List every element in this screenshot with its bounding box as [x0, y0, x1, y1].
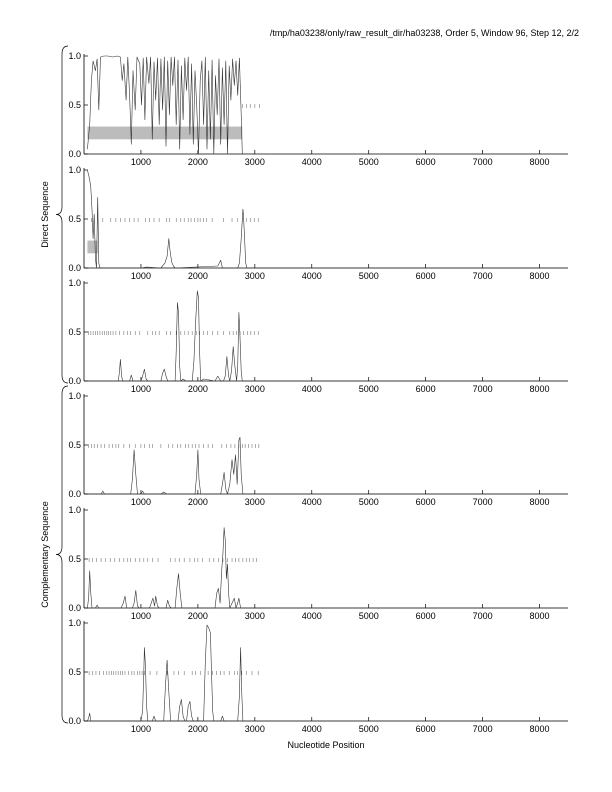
- chart-panels: [68, 51, 568, 734]
- panel-1: [68, 51, 568, 167]
- x-tick-label: 7000: [472, 157, 493, 167]
- series-line: [87, 291, 568, 381]
- x-tick-label: 7000: [472, 497, 493, 507]
- x-tick-label: 4000: [301, 724, 322, 734]
- y-tick-label: 0.5: [68, 667, 81, 677]
- x-tick-label: 6000: [415, 384, 436, 394]
- y-tick-label: 0.5: [68, 100, 81, 110]
- series-line: [87, 170, 568, 268]
- y-tick-label: 1.0: [68, 391, 81, 401]
- y-tick-label: 0.5: [68, 440, 81, 450]
- y-tick-label: 0.0: [68, 376, 81, 386]
- y-tick-label: 1.0: [68, 505, 81, 515]
- y-tick-label: 0.0: [68, 603, 81, 613]
- x-tick-label: 3000: [244, 611, 265, 621]
- x-tick-label: 2000: [187, 611, 208, 621]
- x-tick-label: 6000: [415, 497, 436, 507]
- x-tick-label: 7000: [472, 611, 493, 621]
- x-axis-title: Nucleotide Position: [287, 740, 365, 750]
- group-bracket: [56, 386, 68, 723]
- x-tick-label: 5000: [358, 611, 379, 621]
- x-tick-label: 2000: [187, 724, 208, 734]
- x-tick-label: 6000: [415, 611, 436, 621]
- y-tick-label: 0.0: [68, 263, 81, 273]
- x-tick-label: 3000: [244, 157, 265, 167]
- y-tick-label: 1.0: [68, 618, 81, 628]
- x-tick-label: 5000: [358, 497, 379, 507]
- x-tick-label: 2000: [187, 497, 208, 507]
- x-tick-label: 4000: [301, 157, 322, 167]
- sequence-group-labels: [40, 46, 68, 723]
- x-tick-label: 1000: [130, 611, 151, 621]
- x-tick-label: 8000: [529, 724, 550, 734]
- x-tick-label: 6000: [415, 157, 436, 167]
- group-bracket: [56, 46, 68, 383]
- x-tick-label: 3000: [244, 497, 265, 507]
- x-tick-label: 4000: [301, 271, 322, 281]
- y-tick-label: 1.0: [68, 165, 81, 175]
- y-tick-label: 1.0: [68, 278, 81, 288]
- x-tick-label: 8000: [529, 384, 550, 394]
- x-tick-label: 7000: [472, 384, 493, 394]
- x-tick-label: 6000: [415, 271, 436, 281]
- panel-6: [68, 618, 568, 734]
- x-tick-label: 8000: [529, 497, 550, 507]
- x-tick-label: 6000: [415, 724, 436, 734]
- highlight-region: [87, 241, 97, 254]
- y-tick-label: 0.5: [68, 214, 81, 224]
- group-label: Complementary Sequence: [40, 501, 50, 608]
- x-tick-label: 4000: [301, 497, 322, 507]
- x-tick-label: 3000: [244, 724, 265, 734]
- x-tick-label: 1000: [130, 157, 151, 167]
- group-label: Direct Sequence: [40, 181, 50, 248]
- x-tick-label: 8000: [529, 271, 550, 281]
- series-line: [87, 625, 568, 721]
- x-tick-label: 7000: [472, 271, 493, 281]
- x-tick-label: 4000: [301, 611, 322, 621]
- panel-5: [68, 505, 568, 621]
- x-tick-label: 2000: [187, 157, 208, 167]
- x-tick-label: 8000: [529, 611, 550, 621]
- y-tick-label: 1.0: [68, 51, 81, 61]
- x-tick-label: 5000: [358, 271, 379, 281]
- panel-2: [68, 165, 568, 281]
- x-tick-label: 3000: [244, 271, 265, 281]
- series-line: [87, 528, 568, 608]
- y-tick-label: 0.0: [68, 716, 81, 726]
- series-line: [87, 437, 568, 494]
- x-tick-label: 3000: [244, 384, 265, 394]
- y-tick-label: 0.5: [68, 327, 81, 337]
- panel-4: [68, 391, 568, 507]
- x-tick-label: 7000: [472, 724, 493, 734]
- panel-3: [68, 278, 568, 394]
- x-tick-label: 8000: [529, 157, 550, 167]
- x-tick-label: 2000: [187, 271, 208, 281]
- x-tick-label: 1000: [130, 271, 151, 281]
- y-tick-label: 0.5: [68, 554, 81, 564]
- x-tick-label: 5000: [358, 157, 379, 167]
- x-tick-label: 1000: [130, 497, 151, 507]
- x-tick-label: 4000: [301, 384, 322, 394]
- highlight-region: [87, 127, 242, 140]
- x-tick-label: 1000: [130, 724, 151, 734]
- y-tick-label: 0.0: [68, 489, 81, 499]
- x-tick-label: 5000: [358, 724, 379, 734]
- y-tick-label: 0.0: [68, 149, 81, 159]
- x-tick-label: 2000: [187, 384, 208, 394]
- file-path-header: /tmp/ha03238/only/raw_result_dir/ha03238, Order 5, Window 96, Step 12, 2/2: [269, 28, 579, 38]
- x-tick-label: 1000: [130, 384, 151, 394]
- x-tick-label: 5000: [358, 384, 379, 394]
